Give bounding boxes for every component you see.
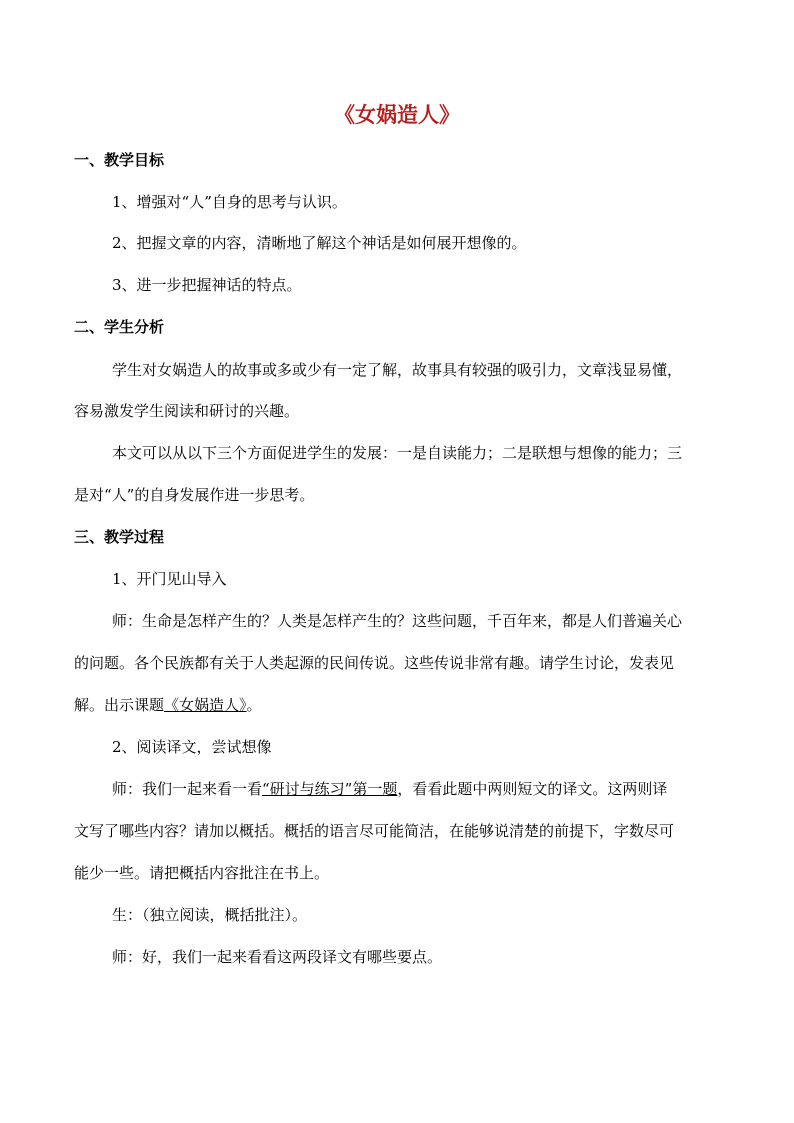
line-3-end: 。 <box>246 696 262 714</box>
process-step-1: 1、开门见山导入 <box>112 570 227 588</box>
process-paragraph-1-line-3 <box>74 694 726 716</box>
process-paragraph-2-line-1 <box>112 778 726 800</box>
line-3-text: 解。出示课题 <box>74 696 165 714</box>
objective-item-1: 1、增强对“人”自身的思考与认识。 <box>112 193 347 211</box>
objective-item-3: 3、进一步把握神话的特点。 <box>112 276 302 294</box>
process-paragraph-2-line-3: 能少一些。请把概括内容批注在书上。 <box>74 864 330 882</box>
exercise-link[interactable]: “研讨与练习”第一题 <box>262 780 398 798</box>
process-paragraph-1-line-2: 的问题。各个民族都有关于人类起源的民间传说。这些传说非常有趣。请学生讨论，发表见 <box>74 654 675 672</box>
analysis-paragraph-2-line-1: 本文可以从以下三个方面促进学生的发展：一是自读能力；二是联想与想像的能力；三 <box>112 444 683 462</box>
process-paragraph-1-line-1: 师：生命是怎样产生的？人类是怎样产生的？这些问题，千百年来，都是人们普遍关心 <box>112 612 683 630</box>
lesson-title-link[interactable]: 《女娲造人》 <box>164 696 247 714</box>
section-heading-teaching-process: 三、教学过程 <box>74 528 165 546</box>
section-heading-objectives: 一、教学目标 <box>74 151 165 169</box>
process-step-2: 2、阅读译文，尝试想像 <box>112 738 272 756</box>
line-1-text: 师：我们一起来看一看 <box>112 780 263 798</box>
analysis-paragraph-1-line-1: 学生对女娲造人的故事或多或少有一定了解，故事具有较强的吸引力，文章浅显易懂， <box>112 361 683 379</box>
document-title: 《女娲造人》 <box>334 102 460 127</box>
analysis-paragraph-1-line-2: 容易激发学生阅读和研讨的兴趣。 <box>74 402 300 420</box>
process-paragraph-2-line-2: 文写了哪些内容？请加以概括。概括的语言尽可能简洁，在能够说清楚的前提下，字数尽可 <box>74 822 675 840</box>
teacher-remark: 师：好，我们一起来看看这两段译文有哪些要点。 <box>112 948 443 966</box>
line-1-rest: ，看看此题中两则短文的译文。这两则译 <box>397 780 668 798</box>
section-heading-student-analysis: 二、学生分析 <box>74 318 165 336</box>
student-response: 生：（独立阅读，概括批注）。 <box>112 906 308 924</box>
analysis-paragraph-2-line-2: 是对“人”的自身发展作进一步思考。 <box>74 486 315 504</box>
objective-item-2: 2、把握文章的内容，清晰地了解这个神话是如何展开想像的。 <box>112 234 527 252</box>
